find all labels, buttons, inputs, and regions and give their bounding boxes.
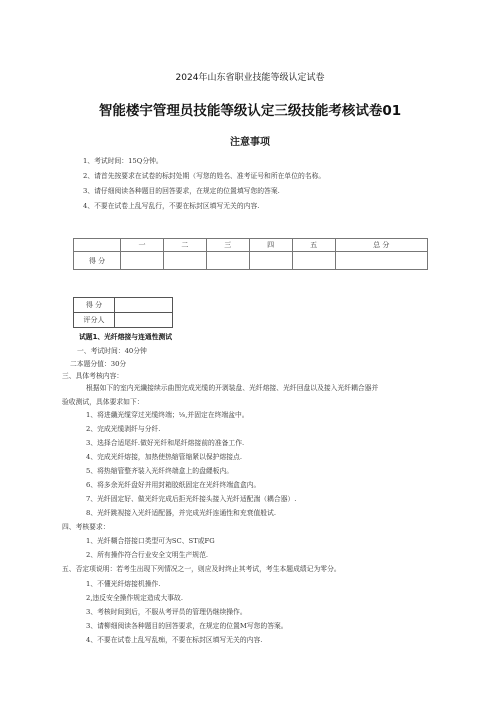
score-cell-5 (292, 252, 335, 270)
score-cell-1 (121, 252, 164, 270)
step-5: 5、将热缩管整齐装入光纤终端盒上的盘纆板内。 (86, 467, 234, 475)
intro-line-1: 根据如下的室内光纖接续示曲图完成光缆的开剥装盘、光纤熔接、光纤回盘以及接入光纤耦合器并 (86, 384, 379, 392)
question-time: 一、考试时间：40分钟 (77, 347, 147, 355)
score-header-total: 总 分 (335, 239, 427, 252)
score-header-2: 二 (163, 239, 206, 252)
score-table (73, 238, 428, 270)
instruction-4: 4、不要在试卷上乱写乱行，不要在标封区填写无关的内容. (83, 202, 260, 210)
step-3: 3、选择合适尾纤.做好光纤和尾纤熔接前的准备工作. (86, 439, 245, 447)
score-cell-total (335, 252, 427, 270)
score-cell-3 (206, 252, 249, 270)
zero-score-heading: 五、否定项说明：若考生出现下列情况之一，则应及时终止其考试，考生本题成绩记为零分。 (62, 565, 341, 573)
grader-name-cell (115, 313, 173, 328)
intro-line-2: 验收测试，具体要求如下： (62, 398, 144, 406)
notice-heading: 注意事项 (230, 137, 270, 148)
exam-title: 智能楼宇管理员技能等级认定三级技能考核试卷01 (98, 103, 402, 119)
step-6: 6、将多余光纤盘好并用封箱胶纸固定在光纤终端盒盒内。 (86, 481, 261, 489)
step-1: 1、将进纖光缆穿过光缆终端；⅛,并固定在终端盆中。 (86, 411, 249, 419)
zero-item-4: 3、请柳细阅读各种题目的回答要求，在规定的位置M写您的答案。 (86, 622, 288, 630)
step-2: 2、完成光缆剥纤与分纤. (86, 425, 161, 433)
score-table-corner (74, 239, 121, 252)
step-8: 8、光纤跳视接入光纤适配器，并完成光纤连通性和充衰值般试. (86, 509, 276, 517)
score-header-5: 五 (292, 239, 335, 252)
grader-name-label: 评分人 (74, 313, 115, 328)
question-points: 二本题分值：30分 (70, 360, 127, 368)
zero-item-5: 4、不要在试卷上乱写乱痴，不要在标封区填写无关的内容. (86, 636, 263, 644)
grader-score-label: 得 分 (74, 298, 115, 313)
instruction-1: 1、考试时间：15Q分钟。 (83, 157, 163, 165)
step-7: 7、光纤固定好、做光纤完成后拒光纤接头接入光纤适配湍（耦合器）. (86, 495, 297, 503)
grader-table (73, 297, 173, 328)
score-header-4: 四 (249, 239, 292, 252)
score-header-3: 三 (206, 239, 249, 252)
step-4: 4、完成光纤熔接，加热使热缩管缩紧以保护熔接点. (86, 453, 243, 461)
zero-item-2: 2,违反安全操作规定造成大事故. (86, 594, 184, 602)
instruction-2: 2、请首先按要求在试卷的标封处期（写您的姓名、准考证号和所在单位的名称。 (83, 172, 326, 180)
zero-item-3: 3、考核时间到后，不服从考评员的管理仍继续操作。 (86, 608, 247, 616)
instruction-3: 3、请仔细阅读各种题目的回答要求，在规定的位置填写您的答案. (83, 187, 280, 195)
score-row-label: 得 分 (74, 252, 121, 270)
score-header-1: 一 (121, 239, 164, 252)
score-cell-4 (249, 252, 292, 270)
question-title: 试题1、光纤熔接与连通性测试 (79, 333, 173, 341)
exam-subtitle: 2024年山东省职业技能等级认定试卷 (175, 73, 325, 83)
zero-item-1: 1、不懂光纤熔接机操作. (86, 580, 161, 588)
content-heading: 三、具体考核内容： (62, 372, 124, 380)
requirement-1: 1、光纤糊合搭接口类型可为SC、ST或FG (86, 537, 215, 545)
grader-score-cell (115, 298, 173, 313)
requirements-heading: 四、考核要求： (62, 523, 110, 531)
score-cell-2 (163, 252, 206, 270)
requirement-2: 2、所有操作符合行业安全文明生产规范. (86, 551, 209, 559)
